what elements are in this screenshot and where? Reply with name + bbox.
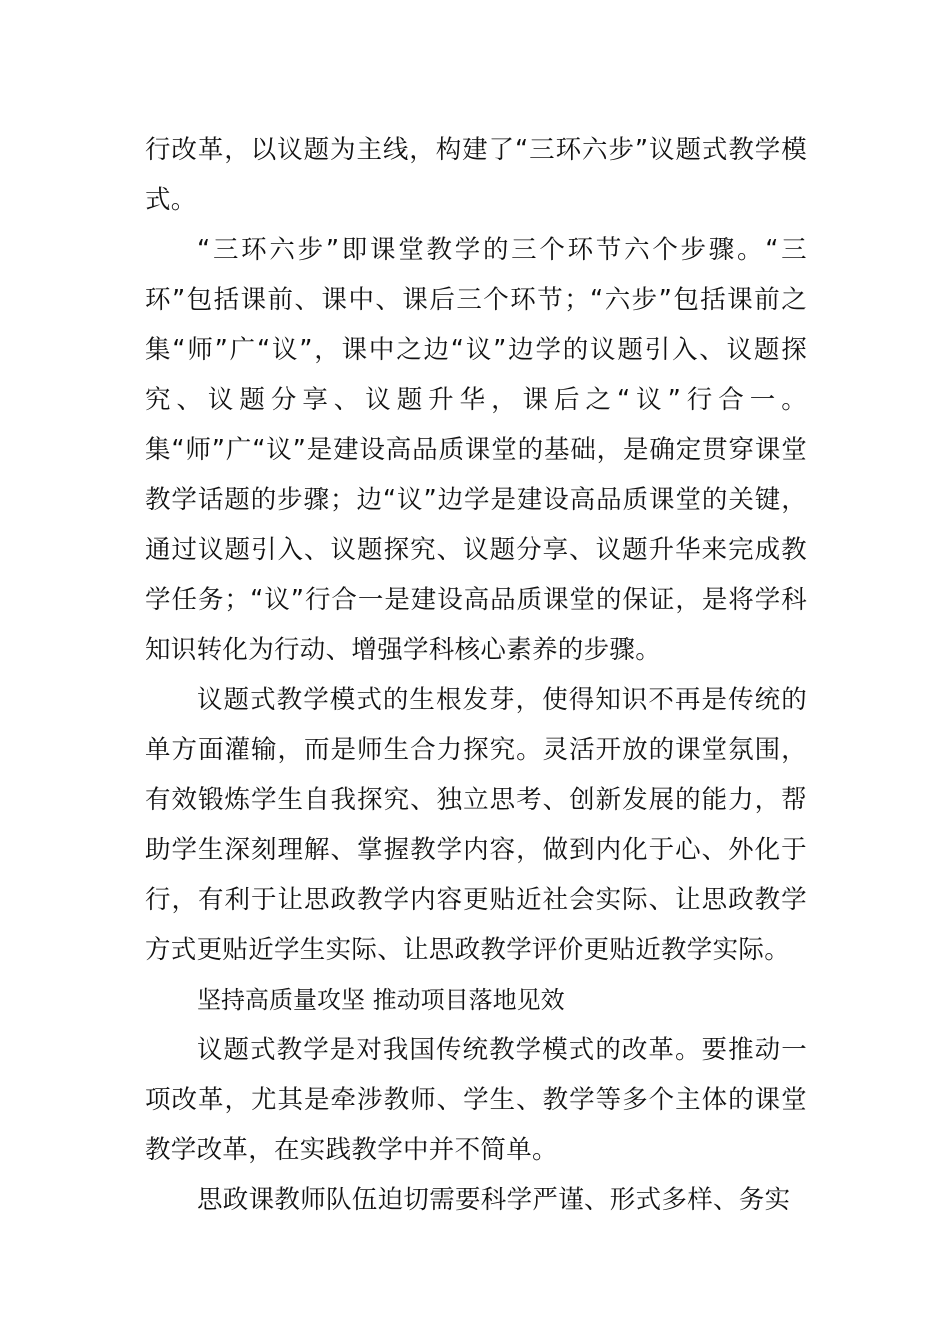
paragraph-reform: 议题式教学是对我国传统教学模式的改革。要推动一项改革，尤其是牵涉教师、学生、教学等多个主体的课堂教学改革，在实践教学中并不简单。 [145,1035,807,1165]
paragraph-teachers: 思政课教师队伍迫切需要科学严谨、形式多样、务实 [197,1185,791,1215]
document-page [145,125,807,1225]
section-heading: 坚持高质量攻坚 推动项目落地见效 [197,986,565,1014]
paragraph-continued: 行改革，以议题为主线，构建了“三环六步”议题式教学模式。 [145,135,807,215]
paragraph-model-effect: 议题式教学模式的生根发芽，使得知识不再是传统的单方面灌输，而是师生合力探究。灵活开放的课堂氛围，有效锻炼学生自我探究、独立思考、创新发展的能力，帮助学生深刻理解、掌握教学内容，做到内化于心、外化于行，有利于让思政教学内容更贴近社会实际、让思政教学方式更贴近学生实际、让思政教学评价更贴近教学实际。 [145,685,807,965]
paragraph-three-rings-six-steps: “三环六步”即课堂教学的三个环节六个步骤。“三环”包括课前、课中、课后三个环节；“六步”包括课前之集“师”广“议”，课中之边“议”边学的议题引入、议题探究、议题分享、议题升华，课后之“议”行合一。集“师”广“议”是建设高品质课堂的基础，是确定贯穿课堂教学话题的步骤；边“议”边学是建设高品质课堂的关键，通过议题引入、议题探究、议题分享、议题升华来完成教学任务；“议”行合一是建设高品质课堂的保证，是将学科知识转化为行动、增强学科核心素养的步骤。 [145,235,807,665]
